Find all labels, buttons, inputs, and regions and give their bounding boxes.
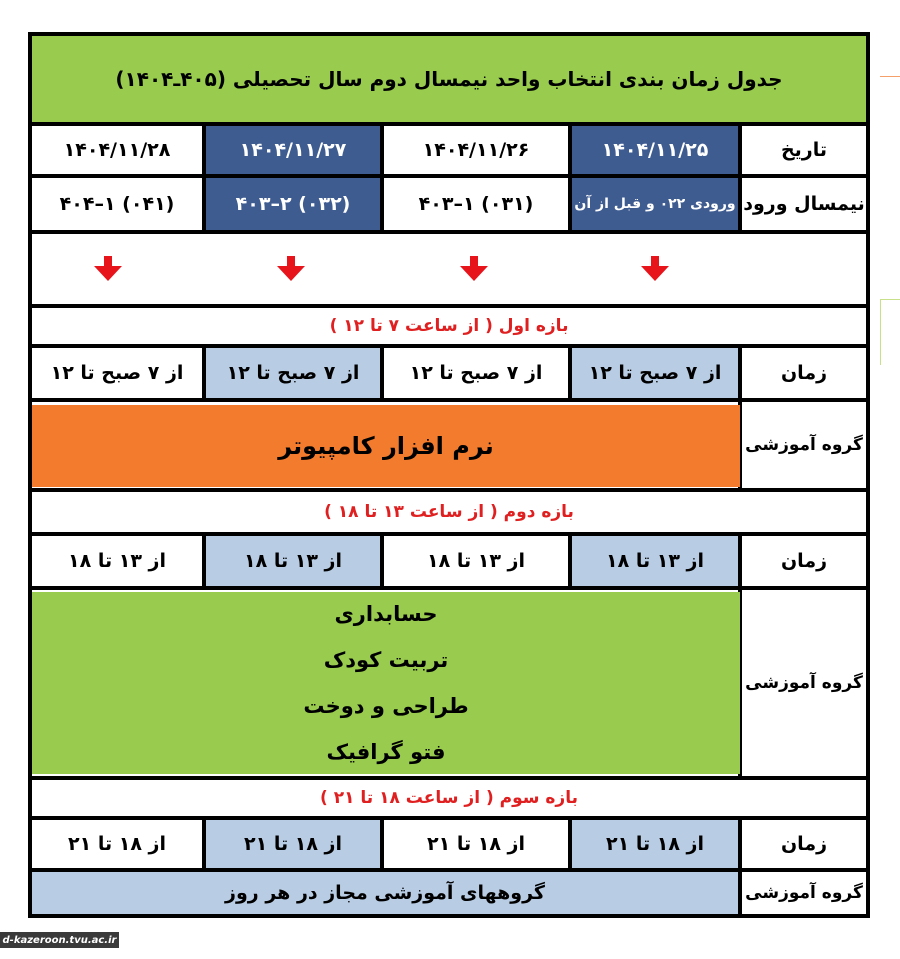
entry-cell: (۰۳۲) ۲–۴۰۳ <box>206 178 380 230</box>
time-cell: از ۱۸ تا ۲۱ <box>572 820 738 868</box>
time-cell: از ۱۳ تا ۱۸ <box>384 536 568 586</box>
row-label-time: زمان <box>742 536 866 586</box>
schedule-table <box>28 32 870 918</box>
date-cell: ۱۴۰۴/۱۱/۲۷ <box>206 126 380 174</box>
down-arrow-icon <box>635 252 675 284</box>
date-cell: ۱۴۰۴/۱۱/۲۶ <box>384 126 568 174</box>
date-cell: ۱۴۰۴/۱۱/۲۵ <box>572 126 738 174</box>
time-cell: از ۷ صبح تا ۱۲ <box>32 348 202 398</box>
group-item: فتو گرافیک <box>326 740 446 764</box>
row-label-date: تاریخ <box>742 126 866 174</box>
time-cell: از ۱۸ تا ۲۱ <box>384 820 568 868</box>
time-cell: از ۷ صبح تا ۱۲ <box>572 348 738 398</box>
down-arrow-icon <box>454 252 494 284</box>
row-label-entry: نیمسال ورود <box>742 178 866 230</box>
time-cell: از ۱۳ تا ۱۸ <box>32 536 202 586</box>
site-url: d-kazeroon.tvu.ac.ir <box>0 932 119 948</box>
row-label-time: زمان <box>742 820 866 868</box>
group-item: تربیت کودک <box>323 648 449 672</box>
group-allowed: گروههای آموزشی مجاز در هر روز <box>32 872 738 914</box>
decorative-line <box>880 76 900 77</box>
period2-heading: بازه دوم ( از ساعت ۱۳ تا ۱۸ ) <box>32 492 866 532</box>
down-arrow-icon <box>271 252 311 284</box>
arrow-row <box>32 234 866 304</box>
group-list <box>32 592 740 774</box>
group-item: حسابداری <box>334 602 438 626</box>
time-cell: از ۷ صبح تا ۱۲ <box>206 348 380 398</box>
row-label-time: زمان <box>742 348 866 398</box>
date-cell: ۱۴۰۴/۱۱/۲۸ <box>32 126 202 174</box>
group-item: طراحی و دوخت <box>303 694 469 718</box>
decorative-line <box>880 299 900 300</box>
period1-heading: بازه اول ( از ساعت ۷ تا ۱۲ ) <box>32 308 866 344</box>
entry-cell: (۰۳۱) ۱–۴۰۳ <box>384 178 568 230</box>
time-cell: از ۱۳ تا ۱۸ <box>572 536 738 586</box>
row-label-group: گروه آموزشی <box>742 872 866 914</box>
time-cell: از ۷ صبح تا ۱۲ <box>384 348 568 398</box>
time-cell: از ۱۸ تا ۲۱ <box>206 820 380 868</box>
entry-cell: ورودی ۰۲۲ و قبل از آن <box>572 178 738 230</box>
group-software: نرم افزار کامپیوتر <box>32 405 740 487</box>
decorative-line <box>880 299 881 365</box>
time-cell: از ۱۳ تا ۱۸ <box>206 536 380 586</box>
period3-heading: بازه سوم ( از ساعت ۱۸ تا ۲۱ ) <box>32 780 866 816</box>
time-cell: از ۱۸ تا ۲۱ <box>32 820 202 868</box>
entry-cell: (۰۴۱) ۱–۴۰۴ <box>32 178 202 230</box>
row-label-group: گروه آموزشی <box>742 590 866 776</box>
table-title: جدول زمان بندی انتخاب واحد نیمسال دوم سال تحصیلی (۴۰۵ـ۱۴۰۴) <box>32 36 866 122</box>
down-arrow-icon <box>88 252 128 284</box>
row-label-group: گروه آموزشی <box>742 402 866 488</box>
